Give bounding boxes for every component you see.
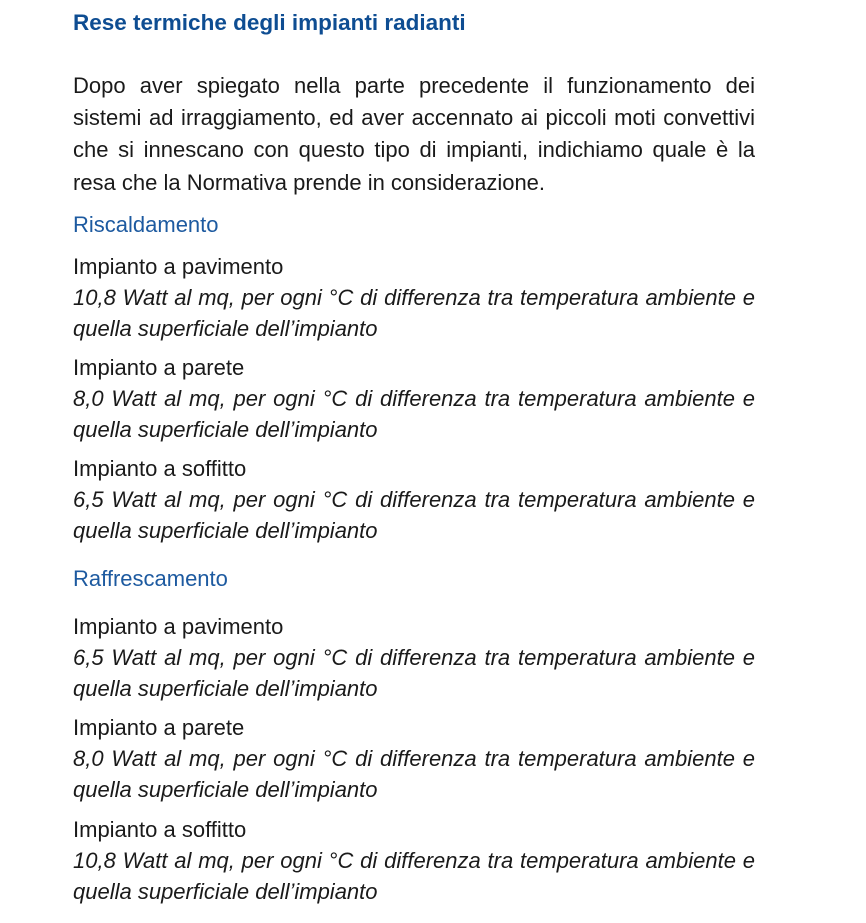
list-item <box>73 251 755 344</box>
section-heading-raffrescamento: Raffrescamento <box>73 566 228 591</box>
item-label: Impianto a pavimento <box>73 254 284 279</box>
item-description: 8,0 Watt al mq, per ogni °C di differenza tra temperatura ambiente e quella superficiale dell’impianto <box>73 386 755 442</box>
item-label: Impianto a soffitto <box>73 456 247 481</box>
list-item <box>73 352 755 445</box>
list-item <box>73 611 755 704</box>
item-description: 8,0 Watt al mq, per ogni °C di differenza tra temperatura ambiente e quella superficiale dell’impianto <box>73 746 755 802</box>
section-heading-riscaldamento: Riscaldamento <box>73 212 219 237</box>
list-item <box>73 814 755 907</box>
list-item <box>73 712 755 805</box>
item-label: Impianto a parete <box>73 355 245 380</box>
page-title: Rese termiche degli impianti radianti <box>73 10 466 35</box>
item-label: Impianto a soffitto <box>73 817 247 842</box>
item-description: 10,8 Watt al mq, per ogni °C di differenza tra temperatura ambiente e quella superficiale dell’impianto <box>73 848 755 904</box>
item-description: 6,5 Watt al mq, per ogni °C di differenza tra temperatura ambiente e quella superficiale dell’impianto <box>73 645 755 701</box>
item-label: Impianto a pavimento <box>73 614 284 639</box>
list-item <box>73 453 755 546</box>
intro-paragraph: Dopo aver spiegato nella parte precedente il funzionamento dei sistemi ad irraggiamento, ed aver accennato ai piccoli moti convettivi che si innescano con questo tipo di impianti, indichiamo quale è la resa che la Normativa prende in considerazione. <box>73 73 755 195</box>
item-label: Impianto a parete <box>73 715 245 740</box>
item-description: 10,8 Watt al mq, per ogni °C di differenza tra temperatura ambiente e quella superficiale dell’impianto <box>73 285 755 341</box>
item-description: 6,5 Watt al mq, per ogni °C di differenza tra temperatura ambiente e quella superficiale dell’impianto <box>73 487 755 543</box>
